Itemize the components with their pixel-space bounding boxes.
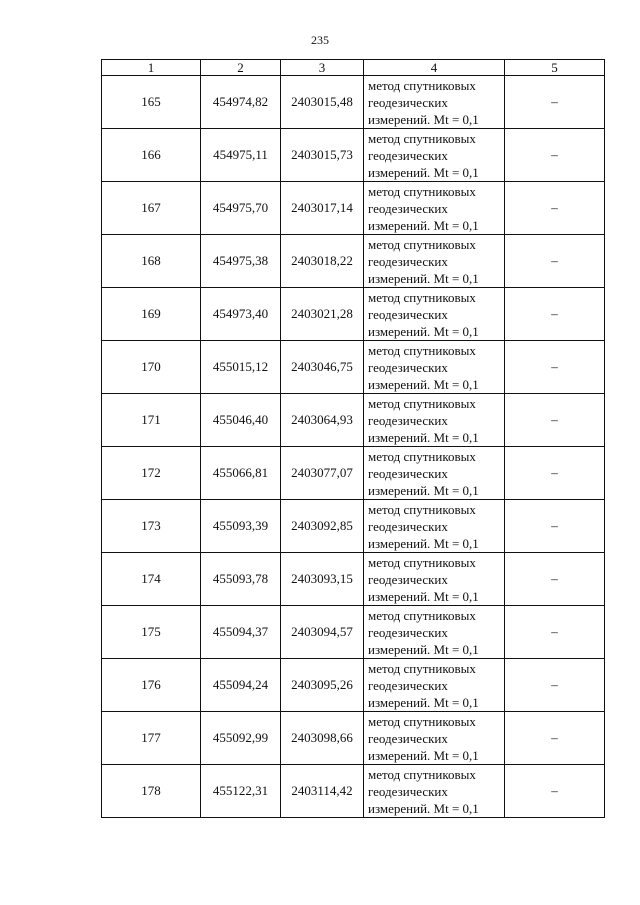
- point-number-cell: 166: [102, 129, 201, 182]
- note-cell: –: [505, 659, 605, 712]
- point-number-cell: 167: [102, 182, 201, 235]
- x-coordinate-cell: 455094,37: [201, 606, 281, 659]
- point-number-cell: 175: [102, 606, 201, 659]
- method-line: измерений. Mt = 0,1: [368, 429, 479, 445]
- x-coordinate-cell: 454975,70: [201, 182, 281, 235]
- y-coordinate-cell: 2403021,28: [281, 288, 364, 341]
- column-header-5: 5: [505, 60, 605, 76]
- method-line: геодезических: [368, 571, 448, 587]
- table-row: [102, 500, 605, 553]
- method-line: геодезических: [368, 94, 448, 110]
- table-row: [102, 394, 605, 447]
- method-cell: [364, 500, 505, 553]
- method-cell: [364, 712, 505, 765]
- point-number-cell: 178: [102, 765, 201, 818]
- method-line: измерений. Mt = 0,1: [368, 323, 479, 339]
- method-line: измерений. Mt = 0,1: [368, 164, 479, 180]
- method-line: метод спутниковых: [368, 289, 476, 305]
- y-coordinate-cell: 2403046,75: [281, 341, 364, 394]
- x-coordinate-cell: 454973,40: [201, 288, 281, 341]
- table-header: [102, 60, 605, 76]
- note-cell: –: [505, 394, 605, 447]
- note-cell: –: [505, 447, 605, 500]
- x-coordinate-cell: 455046,40: [201, 394, 281, 447]
- x-coordinate-cell: 455092,99: [201, 712, 281, 765]
- method-cell: [364, 765, 505, 818]
- point-number-cell: 165: [102, 76, 201, 129]
- method-line: геодезических: [368, 677, 448, 693]
- page-number: 235: [311, 33, 329, 47]
- method-line: измерений. Mt = 0,1: [368, 376, 479, 392]
- note-cell: –: [505, 712, 605, 765]
- method-line: геодезических: [368, 306, 448, 322]
- column-header-1: 1: [102, 60, 201, 76]
- y-coordinate-cell: 2403098,66: [281, 712, 364, 765]
- point-number-cell: 170: [102, 341, 201, 394]
- method-line: метод спутниковых: [368, 77, 476, 93]
- note-cell: –: [505, 288, 605, 341]
- point-number-cell: 176: [102, 659, 201, 712]
- method-cell: [364, 659, 505, 712]
- method-cell: [364, 341, 505, 394]
- method-line: геодезических: [368, 359, 448, 375]
- x-coordinate-cell: 455093,78: [201, 553, 281, 606]
- note-cell: –: [505, 606, 605, 659]
- table-body: [102, 76, 605, 818]
- method-line: измерений. Mt = 0,1: [368, 535, 479, 551]
- method-line: измерений. Mt = 0,1: [368, 747, 479, 763]
- method-cell: [364, 76, 505, 129]
- point-number-cell: 177: [102, 712, 201, 765]
- method-line: геодезических: [368, 783, 448, 799]
- point-number-cell: 171: [102, 394, 201, 447]
- header-row: [102, 60, 605, 76]
- method-line: метод спутниковых: [368, 554, 476, 570]
- note-cell: –: [505, 341, 605, 394]
- table-row: [102, 341, 605, 394]
- x-coordinate-cell: 454974,82: [201, 76, 281, 129]
- method-line: метод спутниковых: [368, 607, 476, 623]
- y-coordinate-cell: 2403093,15: [281, 553, 364, 606]
- note-cell: –: [505, 129, 605, 182]
- method-line: измерений. Mt = 0,1: [368, 482, 479, 498]
- method-line: метод спутниковых: [368, 660, 476, 676]
- table-row: [102, 447, 605, 500]
- note-cell: –: [505, 182, 605, 235]
- method-line: измерений. Mt = 0,1: [368, 111, 479, 127]
- method-cell: [364, 553, 505, 606]
- method-line: метод спутниковых: [368, 448, 476, 464]
- method-line: геодезических: [368, 465, 448, 481]
- method-line: измерений. Mt = 0,1: [368, 588, 479, 604]
- y-coordinate-cell: 2403015,48: [281, 76, 364, 129]
- method-line: метод спутниковых: [368, 236, 476, 252]
- method-line: геодезических: [368, 518, 448, 534]
- table-row: [102, 288, 605, 341]
- point-number-cell: 168: [102, 235, 201, 288]
- method-line: измерений. Mt = 0,1: [368, 217, 479, 233]
- note-cell: –: [505, 235, 605, 288]
- method-cell: [364, 129, 505, 182]
- column-header-2: 2: [201, 60, 281, 76]
- note-cell: –: [505, 765, 605, 818]
- note-cell: –: [505, 553, 605, 606]
- y-coordinate-cell: 2403064,93: [281, 394, 364, 447]
- method-line: метод спутниковых: [368, 713, 476, 729]
- method-line: геодезических: [368, 147, 448, 163]
- method-cell: [364, 606, 505, 659]
- method-cell: [364, 394, 505, 447]
- table-row: [102, 182, 605, 235]
- table-row: [102, 235, 605, 288]
- y-coordinate-cell: 2403077,07: [281, 447, 364, 500]
- table-row: [102, 712, 605, 765]
- method-line: измерений. Mt = 0,1: [368, 270, 479, 286]
- x-coordinate-cell: 455122,31: [201, 765, 281, 818]
- y-coordinate-cell: 2403017,14: [281, 182, 364, 235]
- method-line: геодезических: [368, 624, 448, 640]
- x-coordinate-cell: 454975,38: [201, 235, 281, 288]
- point-number-cell: 173: [102, 500, 201, 553]
- y-coordinate-cell: 2403094,57: [281, 606, 364, 659]
- method-line: геодезических: [368, 730, 448, 746]
- y-coordinate-cell: 2403095,26: [281, 659, 364, 712]
- table-row: [102, 129, 605, 182]
- method-line: метод спутниковых: [368, 183, 476, 199]
- method-line: геодезических: [368, 200, 448, 216]
- method-line: измерений. Mt = 0,1: [368, 641, 479, 657]
- method-cell: [364, 288, 505, 341]
- y-coordinate-cell: 2403015,73: [281, 129, 364, 182]
- method-line: геодезических: [368, 253, 448, 269]
- note-cell: –: [505, 76, 605, 129]
- method-line: метод спутниковых: [368, 342, 476, 358]
- x-coordinate-cell: 455015,12: [201, 341, 281, 394]
- point-number-cell: 174: [102, 553, 201, 606]
- table-row: [102, 76, 605, 129]
- method-line: измерений. Mt = 0,1: [368, 800, 479, 816]
- x-coordinate-cell: 454975,11: [201, 129, 281, 182]
- y-coordinate-cell: 2403092,85: [281, 500, 364, 553]
- column-header-4: 4: [364, 60, 505, 76]
- method-line: метод спутниковых: [368, 130, 476, 146]
- method-line: измерений. Mt = 0,1: [368, 694, 479, 710]
- x-coordinate-cell: 455093,39: [201, 500, 281, 553]
- method-line: метод спутниковых: [368, 766, 476, 782]
- column-header-3: 3: [281, 60, 364, 76]
- table-row: [102, 659, 605, 712]
- y-coordinate-cell: 2403114,42: [281, 765, 364, 818]
- point-number-cell: 169: [102, 288, 201, 341]
- method-cell: [364, 447, 505, 500]
- method-line: геодезических: [368, 412, 448, 428]
- x-coordinate-cell: 455066,81: [201, 447, 281, 500]
- y-coordinate-cell: 2403018,22: [281, 235, 364, 288]
- coordinates-table: [101, 59, 605, 818]
- table-row: [102, 765, 605, 818]
- method-line: метод спутниковых: [368, 501, 476, 517]
- note-cell: –: [505, 500, 605, 553]
- method-cell: [364, 235, 505, 288]
- table-row: [102, 606, 605, 659]
- method-line: метод спутниковых: [368, 395, 476, 411]
- table-row: [102, 553, 605, 606]
- method-cell: [364, 182, 505, 235]
- x-coordinate-cell: 455094,24: [201, 659, 281, 712]
- point-number-cell: 172: [102, 447, 201, 500]
